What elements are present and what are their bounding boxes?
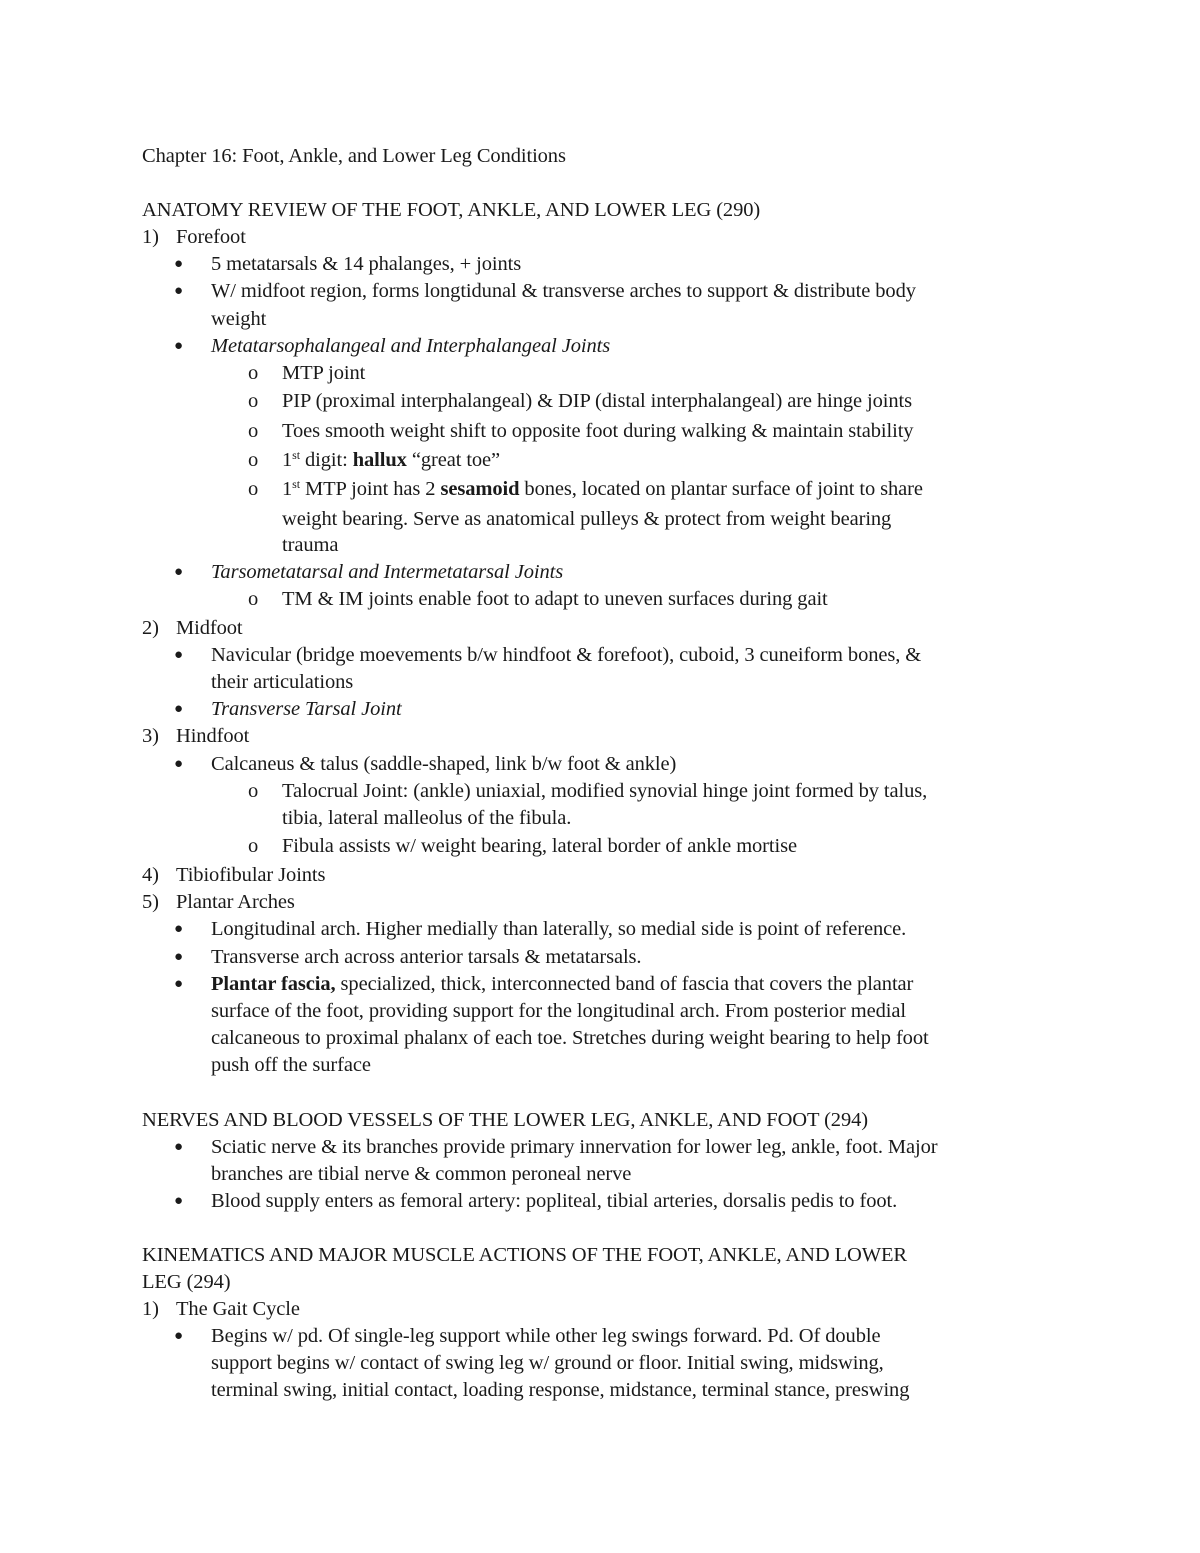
section-heading-kinematics: KINEMATICS AND MAJOR MUSCLE ACTIONS OF THE FOOT, ANKLE, AND LOWER [142,1244,907,1266]
bullet-icon: ● [174,976,183,992]
sub-bullet-icon: o [248,362,259,384]
bullet-text-continued: calcaneous to proximal phalanx of each toe. Stretches during weight bearing to help foot [211,1027,929,1049]
sub-bullet-text: 1st digit: hallux “great toe” [282,448,501,471]
document-title: Chapter 16: Foot, Ankle, and Lower Leg Conditions [142,145,566,167]
bullet-icon: ● [174,701,183,717]
sub-bullet-icon: o [248,780,259,802]
bullet-text-italic: Metatarsophalangeal and Interphalangeal Joints [211,335,611,357]
bullet-text: Navicular (bridge moevements b/w hindfoot & forefoot), cuboid, 3 cuneiform bones, & [211,644,922,666]
sub-bullet-icon: o [248,390,259,412]
sub-bullet-text: PIP (proximal interphalangeal) & DIP (distal interphalangeal) are hinge joints [282,390,912,412]
list-number: 5) [142,891,159,913]
bullet-text-continued: their articulations [211,671,354,693]
sub-bullet-icon: o [248,420,259,442]
sub-bullet-text: Fibula assists w/ weight bearing, lateral border of ankle mortise [282,835,797,857]
bullet-icon: ● [174,756,183,772]
list-label: Tibiofibular Joints [176,864,326,886]
list-label: Forefoot [176,226,246,248]
bullet-icon: ● [174,921,183,937]
sub-bullet-text: TM & IM joints enable foot to adapt to uneven surfaces during gait [282,588,828,610]
sub-bullet-icon: o [248,588,259,610]
bullet-icon: ● [174,1193,183,1209]
list-number: 2) [142,617,159,639]
section-heading-kinematics-continued: LEG (294) [142,1271,231,1293]
sub-bullet-icon: o [248,835,259,857]
bullet-text: W/ midfoot region, forms longtidunal & transverse arches to support & distribute body [211,280,916,302]
bullet-text: Blood supply enters as femoral artery: popliteal, tibial arteries, dorsalis pedis to foot. [211,1190,898,1212]
bullet-text-italic: Transverse Tarsal Joint [211,698,402,720]
bullet-text: Sciatic nerve & its branches provide primary innervation for lower leg, ankle, foot. Major [211,1136,938,1158]
bullet-icon: ● [174,564,183,580]
list-label: The Gait Cycle [176,1298,300,1320]
bullet-text-continued: push off the surface [211,1054,371,1076]
sub-bullet-text: MTP joint [282,362,366,384]
bullet-text: Plantar fascia, specialized, thick, interconnected band of fascia that covers the plantar [211,973,914,995]
list-label: Midfoot [176,617,243,639]
bullet-text-continued: weight [211,308,267,330]
list-label: Plantar Arches [176,891,295,913]
list-number: 3) [142,725,159,747]
sub-bullet-text: 1st MTP joint has 2 sesamoid bones, located on plantar surface of joint to share [282,477,923,500]
bullet-icon: ● [174,1328,183,1344]
bullet-text: Transverse arch across anterior tarsals & metatarsals. [211,946,642,968]
bullet-text: Longitudinal arch. Higher medially than laterally, so medial side is point of reference. [211,918,907,940]
bullet-text-continued: surface of the foot, providing support for the longitudinal arch. From posterior medial [211,1000,906,1022]
list-number: 4) [142,864,159,886]
list-label: Hindfoot [176,725,250,747]
sub-bullet-text: Toes smooth weight shift to opposite foot during walking & maintain stability [282,420,914,442]
bullet-text-continued: terminal swing, initial contact, loading response, midstance, terminal stance, preswing [211,1379,910,1401]
bullet-icon: ● [174,647,183,663]
bullet-text: 5 metatarsals & 14 phalanges, + joints [211,253,522,275]
sub-bullet-icon: o [248,449,259,471]
sub-bullet-text: Talocrual Joint: (ankle) uniaxial, modified synovial hinge joint formed by talus, [282,780,928,802]
bullet-icon: ● [174,283,183,299]
bullet-icon: ● [174,338,183,354]
bullet-text-continued: support begins w/ contact of swing leg w/ ground or floor. Initial swing, midswing, [211,1352,884,1374]
list-number: 1) [142,226,159,248]
sub-bullet-text-continued: trauma [282,534,339,556]
bullet-text: Calcaneus & talus (saddle-shaped, link b/w foot & ankle) [211,753,677,775]
sub-bullet-icon: o [248,478,259,500]
bullet-text: Begins w/ pd. Of single-leg support while other leg swings forward. Pd. Of double [211,1325,881,1347]
sub-bullet-text-continued: tibia, lateral malleolus of the fibula. [282,807,572,829]
bullet-icon: ● [174,256,183,272]
bullet-text-italic: Tarsometatarsal and Intermetatarsal Joints [211,561,564,583]
sub-bullet-text-continued: weight bearing. Serve as anatomical pulleys & protect from weight bearing [282,508,892,530]
bullet-icon: ● [174,1139,183,1155]
section-heading-nerves: NERVES AND BLOOD VESSELS OF THE LOWER LEG, ANKLE, AND FOOT (294) [142,1109,868,1131]
bullet-icon: ● [174,949,183,965]
list-number: 1) [142,1298,159,1320]
bullet-text-continued: branches are tibial nerve & common peroneal nerve [211,1163,632,1185]
section-heading-anatomy: ANATOMY REVIEW OF THE FOOT, ANKLE, AND LOWER LEG (290) [142,199,761,221]
